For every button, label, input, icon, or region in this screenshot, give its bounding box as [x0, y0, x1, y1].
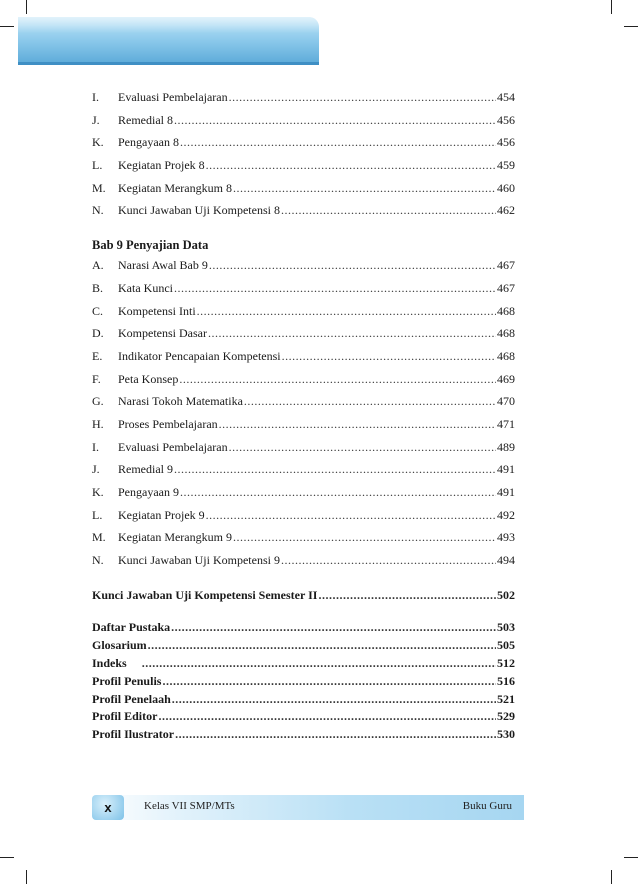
toc-row[interactable]: L. Kegiatan Projek 9 ..... 492 [92, 508, 515, 531]
leader-dots [162, 674, 496, 688]
crop-mark [624, 857, 638, 858]
leader-dots [180, 485, 496, 499]
leader-dots [174, 113, 496, 127]
toc-row[interactable]: L. Kegiatan Projek 8 ..... 459 [92, 158, 515, 181]
section-list-a [92, 90, 515, 226]
toc-row[interactable]: K. Pengayaan 9 ..... 491 [92, 485, 515, 508]
crop-mark [611, 0, 612, 14]
toc-row[interactable]: Profil Penelaah ..... 521 [92, 692, 515, 710]
leader-dots [233, 181, 496, 195]
leader-dots [180, 135, 496, 149]
toc-row[interactable]: M. Kegiatan Merangkum 8 ..... 460 [92, 181, 515, 204]
header-band [18, 17, 319, 65]
leader-dots [197, 304, 496, 318]
table-of-contents [92, 90, 515, 745]
toc-row[interactable]: I. Evaluasi Pembelajaran ..... 454 [92, 90, 515, 113]
toc-row[interactable]: Daftar Pustaka ..... 503 [92, 620, 515, 638]
toc-row[interactable]: Glosarium ..... 505 [92, 638, 515, 656]
toc-row[interactable]: K. Pengayaan 8 ..... 456 [92, 135, 515, 158]
leader-dots [158, 709, 496, 723]
leader-dots [219, 417, 496, 431]
leader-dots [229, 440, 496, 454]
toc-row[interactable]: A. Narasi Awal Bab 9 ..... 467 [92, 258, 515, 281]
leader-dots [175, 727, 496, 741]
footer-book-class: Kelas VII SMP/MTs [144, 800, 235, 812]
crop-mark [0, 857, 14, 858]
leader-dots [172, 692, 496, 706]
leader-dots [208, 326, 496, 340]
page-footer [92, 795, 524, 820]
leader-dots [171, 620, 496, 634]
crop-mark [611, 870, 612, 884]
toc-row[interactable]: B. Kata Kunci ..... 467 [92, 281, 515, 304]
chapter-heading: Bab 9 Penyajian Data [92, 238, 209, 253]
toc-row[interactable]: N. Kunci Jawaban Uji Kompetensi 9 ..... 494 [92, 553, 515, 576]
leader-dots [209, 258, 496, 272]
toc-row-semester-answers[interactable]: Kunci Jawaban Uji Kompetensi Semester II ..... 502 [92, 588, 515, 611]
leader-dots [282, 349, 496, 363]
toc-row[interactable]: E. Indikator Pencapaian Kompetensi ..... 468 [92, 349, 515, 372]
crop-mark [26, 0, 27, 14]
footer-book-type: Buku Guru [462, 800, 512, 812]
page-number-badge: x [92, 795, 124, 820]
toc-row[interactable]: Profil Editor ..... 529 [92, 709, 515, 727]
toc-row[interactable]: H. Proses Pembelajaran ..... 471 [92, 417, 515, 440]
leader-dots [206, 158, 496, 172]
leader-dots [233, 530, 496, 544]
toc-row[interactable]: D. Kompetensi Dasar ..... 468 [92, 326, 515, 349]
leader-dots [318, 588, 496, 602]
crop-mark [0, 26, 14, 27]
toc-row[interactable]: M. Kegiatan Merangkum 9 ..... 493 [92, 530, 515, 553]
leader-dots [174, 462, 496, 476]
leader-dots [281, 203, 496, 217]
leader-dots [142, 656, 496, 670]
toc-row[interactable]: Profil Ilustrator ..... 530 [92, 727, 515, 745]
toc-row[interactable]: N. Kunci Jawaban Uji Kompetensi 8 ..... 462 [92, 203, 515, 226]
toc-row[interactable]: Profil Penulis ..... 516 [92, 674, 515, 692]
leader-dots [206, 508, 496, 522]
crop-mark [26, 870, 27, 884]
leader-dots [281, 553, 496, 567]
chapter-9-list [92, 258, 515, 576]
crop-mark [624, 26, 638, 27]
leader-dots [174, 281, 496, 295]
toc-row[interactable]: J. Remedial 8 ..... 456 [92, 113, 515, 136]
leader-dots [244, 394, 496, 408]
leader-dots [148, 638, 496, 652]
toc-row[interactable]: F. Peta Konsep ..... 469 [92, 372, 515, 395]
toc-row[interactable]: I. Evaluasi Pembelajaran ..... 489 [92, 440, 515, 463]
toc-row[interactable]: J. Remedial 9 ..... 491 [92, 462, 515, 485]
toc-row[interactable]: C. Kompetensi Inti ..... 468 [92, 304, 515, 327]
leader-dots [229, 90, 496, 104]
toc-row[interactable]: Indeks ..... 512 [92, 656, 515, 674]
toc-row[interactable]: G. Narasi Tokoh Matematika ..... 470 [92, 394, 515, 417]
leader-dots [179, 372, 496, 386]
back-matter-list [92, 620, 515, 745]
